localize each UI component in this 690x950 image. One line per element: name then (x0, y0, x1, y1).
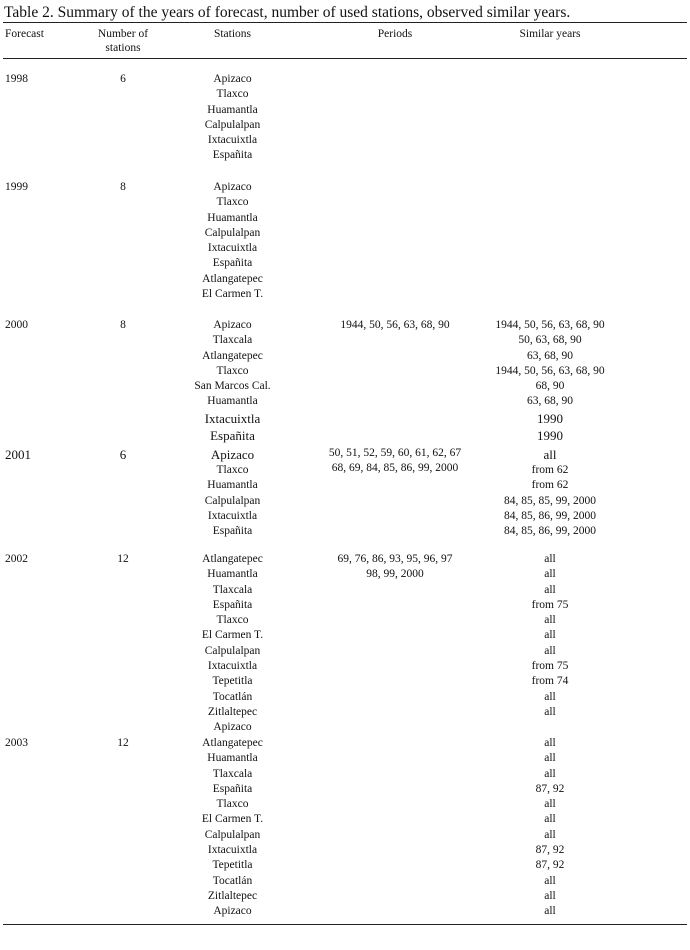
station: Tlaxco (216, 88, 249, 101)
forecast-year: 1999 (5, 181, 28, 193)
station: Tocatlán (212, 874, 253, 887)
station: Zitlaltepec (207, 889, 258, 902)
similar-year: all (544, 752, 556, 765)
station: Tlaxco (216, 364, 249, 377)
similar-year: all (544, 705, 556, 718)
station: Tlaxcala (212, 583, 253, 596)
header-similar-years: Similar years (519, 28, 581, 40)
station: Atlangatepec (202, 349, 263, 362)
station: El Carmen T. (201, 288, 264, 301)
similar-year: 1990 (537, 410, 563, 426)
similar-year: all (544, 828, 556, 841)
number-of-stations: 6 (120, 73, 126, 85)
number-of-stations: 8 (120, 181, 126, 193)
number-of-stations: 6 (119, 447, 127, 462)
station: Huamantla (207, 479, 258, 492)
similar-year: from 75 (531, 660, 569, 673)
station: Apizaco (213, 319, 252, 331)
similar-year: all (544, 767, 556, 780)
stations-list (160, 72, 305, 164)
period: 1944, 50, 56, 63, 68, 90 (340, 319, 450, 331)
station: Ixtacuixtla (207, 844, 258, 857)
station: Apizaco (213, 73, 252, 85)
station: Tlaxcala (212, 767, 253, 780)
station: Huamantla (207, 211, 258, 224)
station: Españita (210, 427, 255, 443)
station: San Marcos Cal. (194, 380, 271, 393)
station: El Carmen T. (201, 813, 264, 826)
header-number-line2: stations (105, 42, 141, 54)
similar-year: 1990 (537, 427, 563, 443)
period: 69, 76, 86, 93, 95, 96, 97 (337, 553, 453, 565)
similar-year: 1944, 50, 56, 63, 68, 90 (495, 364, 605, 377)
station: Tlaxco (216, 798, 249, 811)
station: Tlaxco (216, 464, 249, 476)
station: Calpulalpan (204, 118, 261, 131)
header-stations: Stations (213, 28, 252, 40)
station: Calpulalpan (204, 644, 261, 657)
station: Ixtacuixtla (204, 410, 261, 426)
number-of-stations: 12 (117, 737, 129, 749)
similar-years-list (470, 552, 630, 720)
station: Tlaxco (216, 196, 249, 209)
table-title: Table 2. Summary of the years of forecast, number of used stations, observed similar years. (4, 4, 571, 21)
station: Calpulalpan (204, 828, 261, 841)
similar-year: from 62 (531, 479, 569, 492)
stations-list (160, 552, 305, 736)
similar-year: from 75 (531, 598, 569, 611)
station: Huamantla (207, 568, 258, 581)
similar-year: all (544, 614, 556, 627)
stations-list (160, 446, 305, 539)
station: Tepetitla (212, 859, 253, 872)
similar-year: all (543, 447, 557, 462)
similar-year: 84, 85, 85, 99, 2000 (504, 494, 596, 507)
station: Apizaco (213, 181, 252, 193)
similar-year: all (544, 889, 556, 902)
similar-year: all (544, 737, 556, 749)
similar-year: 50, 63, 68, 90 (518, 334, 582, 347)
similar-years-list (470, 736, 630, 920)
header-rule (3, 58, 687, 59)
station: Españita (212, 149, 253, 162)
similar-year: all (544, 905, 556, 918)
station: Españita (212, 598, 253, 611)
station: Atlangatepec (202, 737, 263, 749)
station: Tepetitla (212, 675, 253, 688)
station: El Carmen T. (201, 629, 264, 642)
forecast-year: 1998 (5, 73, 28, 85)
header-number-line1: Number of (97, 28, 149, 40)
similar-year: 84, 85, 86, 99, 2000 (504, 525, 596, 538)
similar-years-list (470, 446, 630, 539)
station: Apizaco (213, 721, 252, 734)
stations-list (160, 180, 305, 302)
similar-year: all (544, 798, 556, 811)
similar-year: all (544, 690, 556, 703)
similar-year: 63, 68, 90 (527, 349, 573, 362)
station: Tocatlán (212, 690, 253, 703)
bottom-rule (3, 924, 687, 925)
similar-year: all (544, 583, 556, 596)
similar-year: from 62 (531, 464, 569, 476)
station: Españita (212, 525, 253, 538)
stations-list (160, 736, 305, 920)
number-of-stations: 8 (120, 319, 126, 331)
periods-list (305, 318, 485, 333)
similar-year: all (544, 644, 556, 657)
station: Apizaco (213, 905, 252, 918)
similar-years-list (470, 318, 630, 444)
station: Ixtacuixtla (207, 509, 258, 522)
top-rule (3, 22, 687, 23)
station: Españita (212, 782, 253, 795)
similar-year: 1944, 50, 56, 63, 68, 90 (495, 319, 605, 331)
similar-year: all (544, 874, 556, 887)
station: Huamantla (207, 752, 258, 765)
forecast-year: 2000 (5, 319, 28, 331)
header-number-of-stations (88, 27, 158, 55)
station: Zitlaltepec (207, 705, 258, 718)
station: Atlangatepec (202, 553, 263, 565)
similar-year: all (544, 629, 556, 642)
period: 50, 51, 52, 59, 60, 61, 62, 67 (328, 447, 462, 459)
station: Ixtacuixtla (207, 660, 258, 673)
station: Ixtacuixtla (207, 134, 258, 147)
similar-year: all (544, 568, 556, 581)
station: Españita (212, 257, 253, 270)
header-forecast: Forecast (5, 28, 44, 40)
number-of-stations: 12 (117, 553, 129, 565)
forecast-year: 2001 (5, 447, 31, 462)
similar-year: 68, 90 (535, 380, 565, 393)
forecast-year: 2003 (5, 737, 28, 749)
station: Tlaxco (216, 614, 249, 627)
similar-year: 87, 92 (535, 844, 565, 857)
station: Calpulalpan (204, 494, 261, 507)
station: Ixtacuixtla (207, 242, 258, 255)
similar-year: 87, 92 (535, 859, 565, 872)
station: Calpulalpan (204, 226, 261, 239)
station: Tlaxcala (212, 334, 253, 347)
station: Huamantla (207, 103, 258, 116)
stations-list (160, 318, 305, 444)
similar-year: 63, 68, 90 (527, 395, 573, 408)
periods-list (305, 446, 485, 477)
period: 68, 69, 84, 85, 86, 99, 2000 (331, 462, 459, 475)
similar-year: all (544, 553, 556, 565)
header-periods: Periods (377, 28, 413, 40)
period: 98, 99, 2000 (366, 568, 424, 581)
similar-year: 84, 85, 86, 99, 2000 (504, 509, 596, 522)
station: Atlangatepec (202, 272, 263, 285)
station: Apizaco (210, 447, 255, 462)
similar-year: 87, 92 (535, 782, 565, 795)
similar-year: all (544, 813, 556, 826)
periods-list (305, 552, 485, 583)
similar-year: from 74 (531, 675, 569, 688)
forecast-year: 2002 (5, 553, 28, 565)
station: Huamantla (207, 395, 258, 408)
